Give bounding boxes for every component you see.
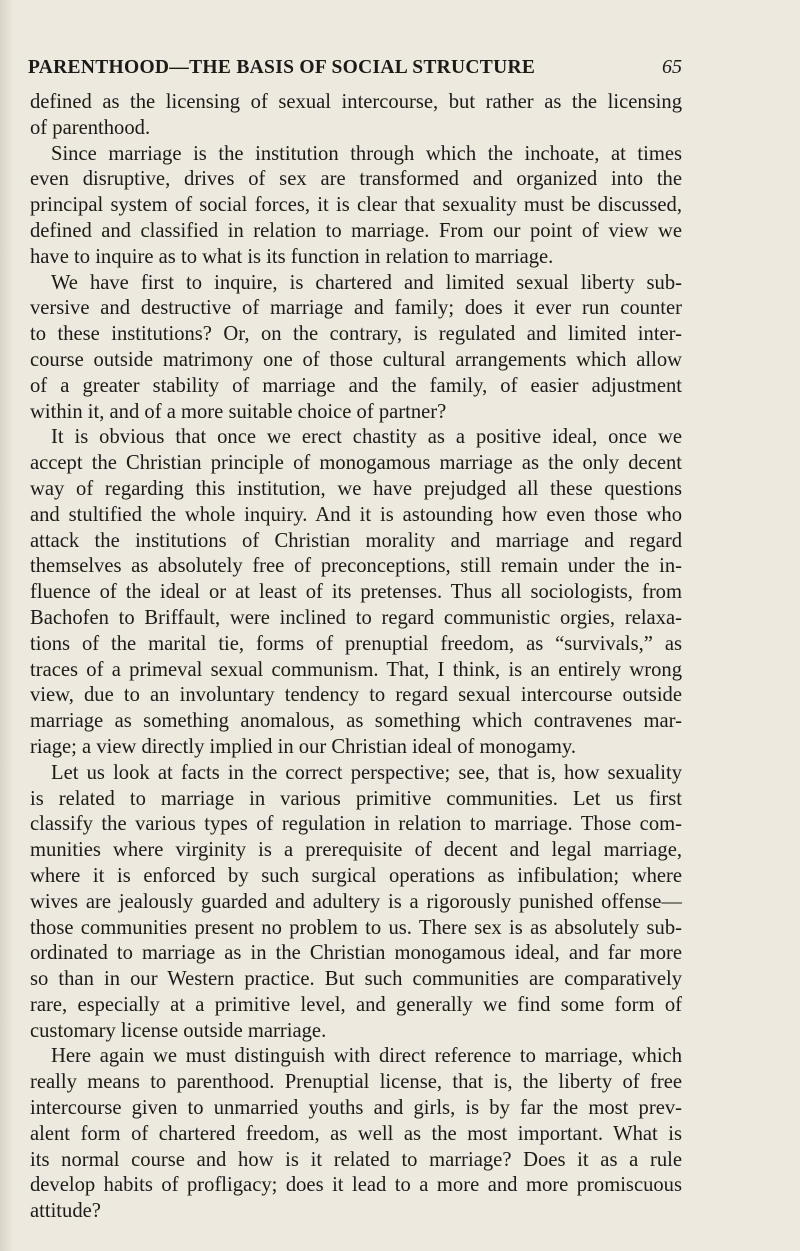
- text-line: accept the Christian principle of monogamous marriage as the only decent: [30, 452, 682, 475]
- text-line: within it, and of a more suitable choice of partner?: [30, 400, 447, 423]
- text-line: course outside matrimony one of those cultural arrangements which allow: [30, 348, 682, 371]
- text-line: munities where virginity is a prerequisite of decent and legal marriage,: [30, 839, 682, 862]
- text-line: Since marriage is the institution through which the inchoate, at times: [51, 142, 682, 165]
- running-title: PARENTHOOD—THE BASIS OF SOCIAL STRUCTURE: [28, 57, 536, 78]
- text-line: of parenthood.: [30, 116, 151, 139]
- text-line: versive and destructive of marriage and family; does it ever run counter: [30, 297, 682, 320]
- text-line: tions of the marital tie, forms of prenuptial freedom, as “survivals,” as: [30, 632, 682, 655]
- body-text: [30, 90, 682, 1225]
- text-line: of a greater stability of marriage and the family, of easier adjustment: [30, 374, 682, 397]
- text-line: We have first to inquire, is chartered and limited sexual liberty sub-: [51, 271, 682, 294]
- text-line: intercourse given to unmarried youths and girls, is by far the most prev-: [30, 1097, 682, 1120]
- text-line: defined as the licensing of sexual intercourse, but rather as the licensing: [30, 91, 682, 113]
- text-line: is related to marriage in various primitive communities. Let us first: [30, 787, 682, 810]
- gutter-shadow: [0, 0, 14, 1251]
- text-line: It is obvious that once we erect chastity as a positive ideal, once we: [51, 426, 682, 449]
- text-line: Let us look at facts in the correct perspective; see, that is, how sexuality: [51, 761, 682, 784]
- text-line: develop habits of profligacy; does it lead to a more and more promiscuous: [30, 1174, 682, 1197]
- page-number: 65: [662, 56, 682, 78]
- text-line: defined and classified in relation to marriage. From our point of view we: [30, 219, 682, 242]
- running-head: [28, 56, 682, 84]
- text-line: rare, especially at a primitive level, and generally we find some form of: [30, 993, 682, 1016]
- text-line: Bachofen to Briffault, were inclined to regard communistic orgies, relaxa-: [30, 606, 682, 629]
- text-line: its normal course and how is it related to marriage? Does it as a rule: [30, 1148, 682, 1171]
- text-line: wives are jealously guarded and adultery is a rigorously punished offense—: [30, 890, 682, 913]
- text-line: attack the institutions of Christian morality and marriage and regard: [30, 529, 682, 552]
- text-line: and stultified the whole inquiry. And it is astounding how even those who: [30, 503, 682, 526]
- text-line: where it is enforced by such surgical operations as infibulation; where: [30, 864, 682, 887]
- text-line: customary license outside marriage.: [30, 1019, 327, 1042]
- text-line: way of regarding this institution, we have prejudged all these questions: [30, 477, 682, 500]
- text-line: classify the various types of regulation in relation to marriage. Those com-: [30, 813, 682, 836]
- text-line: attitude?: [30, 1200, 101, 1223]
- text-line: traces of a primeval sexual communism. That, I think, is an entirely wrong: [30, 658, 682, 681]
- text-line: to these institutions? Or, on the contrary, is regulated and limited inter-: [30, 323, 682, 346]
- text-line: view, due to an involuntary tendency to regard sexual intercourse outside: [30, 684, 682, 707]
- text-line: even disruptive, drives of sex are transformed and organized into the: [30, 168, 682, 191]
- text-line: ordinated to marriage as in the Christian monogamous ideal, and far more: [30, 942, 682, 965]
- text-line: those communities present no problem to us. There sex is as absolutely sub-: [30, 916, 682, 939]
- text-line: principal system of social forces, it is clear that sexuality must be discussed,: [30, 194, 682, 217]
- text-line: marriage as something anomalous, as something which contravenes mar-: [30, 710, 682, 733]
- text-line: Here again we must distinguish with direct reference to marriage, which: [51, 1045, 682, 1068]
- text-line: have to inquire as to what is its function in relation to marriage.: [30, 245, 554, 268]
- text-line: fluence of the ideal or at least of its pretenses. Thus all sociologists, from: [30, 581, 682, 604]
- text-line: so than in our Western practice. But such communities are comparatively: [30, 968, 682, 991]
- text-line: themselves as absolutely free of preconceptions, still remain under the in-: [30, 555, 682, 578]
- text-line: alent form of chartered freedom, as well as the most important. What is: [30, 1122, 682, 1145]
- text-line: really means to parenthood. Prenuptial license, that is, the liberty of free: [30, 1071, 682, 1094]
- text-line: riage; a view directly implied in our Christian ideal of monogamy.: [30, 735, 576, 758]
